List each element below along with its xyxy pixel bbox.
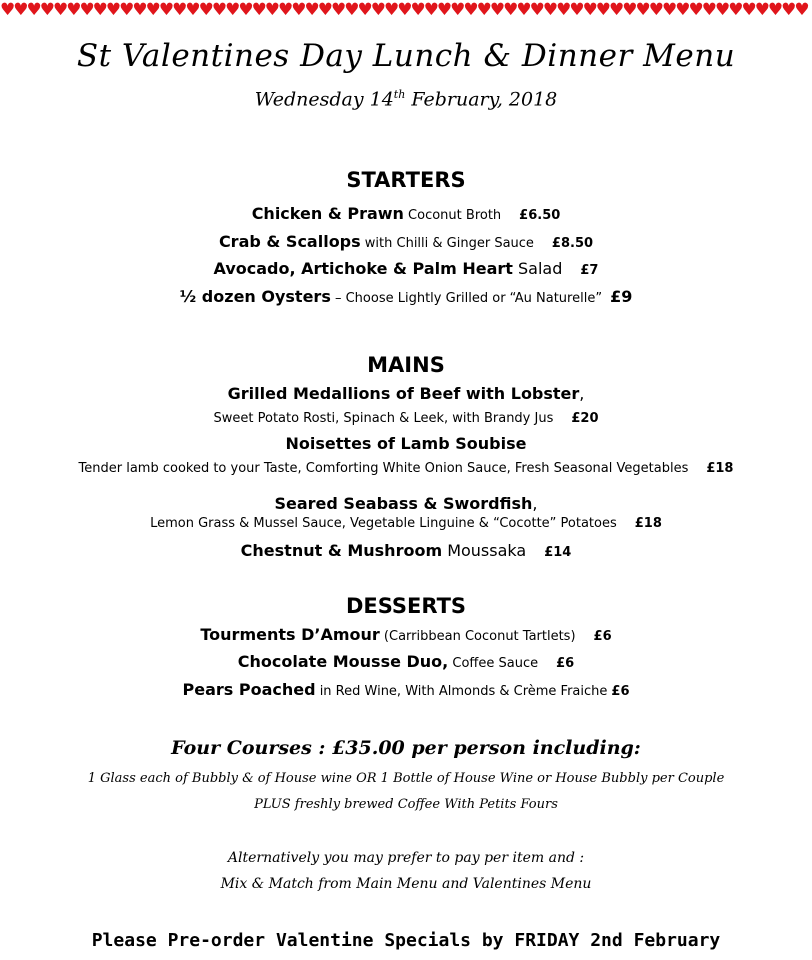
heart-border: ♥♥♥♥♥♥♥♥♥♥♥♥♥♥♥♥♥♥♥♥♥♥♥♥♥♥♥♥♥♥♥♥♥♥♥♥♥♥♥♥♥♥♥♥♥♥♥♥♥♥♥♥♥♥♥♥♥♥♥♥♥ — [0, 0, 808, 20]
offer-detail: PLUS freshly brewed Coffee With Petits Fours — [254, 797, 558, 812]
dessert-item: Tourments D’Amour (Carribbean Coconut Tartlets) £6 — [200, 625, 612, 644]
main-item: Chestnut & Mushroom Moussaka £14 — [240, 541, 572, 560]
offer-detail: 1 Glass each of Bubbly & of House wine OR 1 Bottle of House Wine or House Bubbly per Couple — [87, 771, 725, 786]
main-item: Seared Seabass & Swordfish, — [274, 494, 538, 513]
alternative-note: Mix & Match from Main Menu and Valentines Menu — [220, 876, 592, 892]
starter-item: Avocado, Artichoke & Palm Heart Salad £7 — [213, 259, 599, 278]
main-item-desc: Sweet Potato Rosti, Spinach & Leek, with Brandy Jus £20 — [213, 411, 599, 426]
preorder-note: Please Pre-order Valentine Specials by FRIDAY 2nd February — [91, 930, 721, 951]
alternative-note: Alternatively you may prefer to pay per item and : — [227, 850, 585, 866]
desserts-heading: DESSERTS — [345, 594, 467, 618]
mains-heading: MAINS — [367, 353, 445, 377]
dessert-item: Chocolate Mousse Duo, Coffee Sauce £6 — [237, 652, 575, 671]
menu-date: Wednesday 14th February, 2018 — [254, 88, 558, 111]
main-item-desc: Lemon Grass & Mussel Sauce, Vegetable Linguine & “Cocotte” Potatoes £18 — [150, 516, 662, 531]
menu-title: St Valentines Day Lunch & Dinner Menu — [76, 38, 736, 74]
starter-item: ½ dozen Oysters – Choose Lightly Grilled or “Au Naturelle” £9 — [179, 287, 633, 306]
main-item: Noisettes of Lamb Soubise — [285, 434, 527, 453]
starters-heading: STARTERS — [346, 168, 466, 192]
starter-item: Crab & Scallops with Chilli & Ginger Sauce £8.50 — [218, 232, 594, 251]
starter-item: Chicken & Prawn Coconut Broth £6.50 — [251, 204, 561, 223]
main-item-desc: Tender lamb cooked to your Taste, Comforting White Onion Sauce, Fresh Seasonal Vegetables £18 — [78, 461, 734, 476]
offer-line: Four Courses : £35.00 per person including: — [171, 737, 641, 759]
dessert-item: Pears Poached in Red Wine, With Almonds & Crème Fraiche £6 — [182, 680, 630, 699]
main-item: Grilled Medallions of Beef with Lobster, — [227, 384, 585, 403]
